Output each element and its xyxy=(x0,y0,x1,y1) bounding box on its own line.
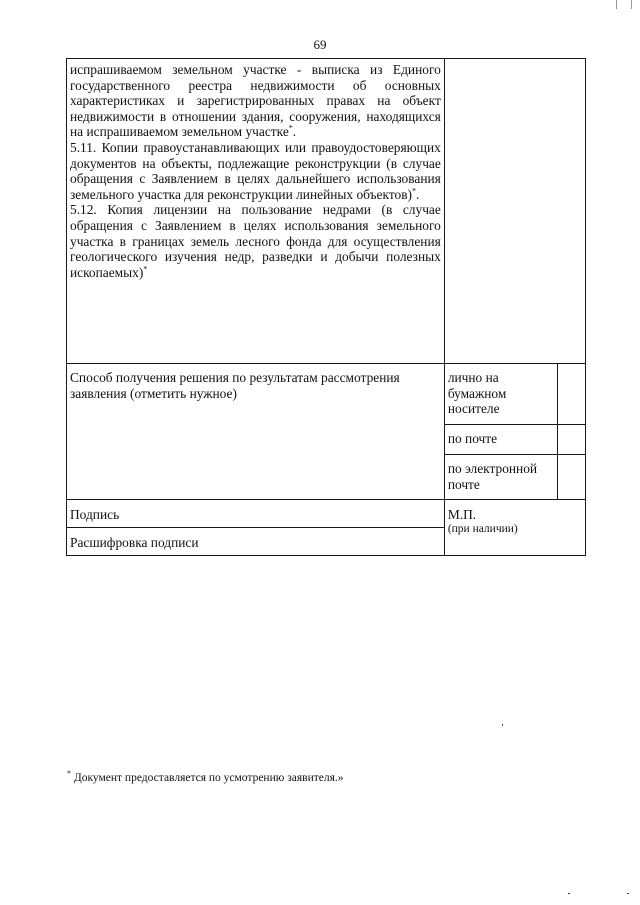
document-item-continuation xyxy=(70,62,441,140)
stamp-note: (при наличии) xyxy=(447,522,518,535)
option-email-checkbox[interactable] xyxy=(557,455,585,500)
item-end-punctuation: . xyxy=(292,124,297,140)
document-item-5-12 xyxy=(70,202,441,280)
method-row-personal xyxy=(67,364,586,425)
signature-row xyxy=(67,500,586,528)
option-email-label: по электронной почте xyxy=(444,455,557,500)
stamp-cell xyxy=(444,500,585,556)
footnote-marker: * xyxy=(411,186,416,196)
documents-row xyxy=(67,59,586,364)
signature-transcript-field[interactable]: Расшифровка подписи xyxy=(67,528,445,556)
scan-speck xyxy=(568,893,570,894)
option-personal-label: лично на бумажном носителе xyxy=(444,364,557,425)
signature-field[interactable]: Подпись xyxy=(67,500,445,528)
application-form-table xyxy=(66,58,586,556)
footnote-marker: * xyxy=(288,123,293,133)
document-item-5-12-text: 5.12. Копия лицензии на пользование недрами (в случае обращения с Заявлением в целях использования земельного участка в границах земель лесного фонда для осуществления геологического изучения недр, разведки и добычи полезных ископаемых) xyxy=(70,202,441,280)
delivery-method-label: Способ получения решения по результатам рассмотрения заявления (отметить нужное) xyxy=(67,364,445,500)
document-item-5-11-text: 5.11. Копии правоустанавливающих или правоудостоверяющих документов на объекты, подлежащие реконструкции (в случае обращения с Заявлением в целях дальнейшего использования земельного участка для реконструкции линейных объектов) xyxy=(70,139,441,202)
stamp-label: М.П. xyxy=(447,507,477,522)
footnote xyxy=(67,767,344,785)
option-mail-checkbox[interactable] xyxy=(557,425,585,455)
document-item-5-11 xyxy=(70,140,441,202)
corner-mark: | | xyxy=(613,0,636,10)
document-item-continuation-text: испрашиваемом земельном участке - выписка из Единого государственного реестра недвижимости об основных характеристиках и зарегистрированных правах на объект недвижимости в отношении здания, сооружения, находящихся на испрашиваемом земельном участке xyxy=(70,62,441,140)
footnote-marker: * xyxy=(143,264,148,274)
documents-list-cell xyxy=(67,59,445,364)
documents-mark-cell[interactable] xyxy=(444,59,585,364)
item-end-punctuation: . xyxy=(415,186,420,202)
scan-speck xyxy=(502,724,503,726)
footnote-marker: * xyxy=(67,769,71,778)
option-personal-checkbox[interactable] xyxy=(557,364,585,425)
scan-speck xyxy=(627,893,629,894)
page-number: 69 xyxy=(313,37,327,52)
footnote-text: Документ предоставляется по усмотрению заявителя.» xyxy=(73,771,344,784)
option-mail-label: по почте xyxy=(444,425,557,455)
